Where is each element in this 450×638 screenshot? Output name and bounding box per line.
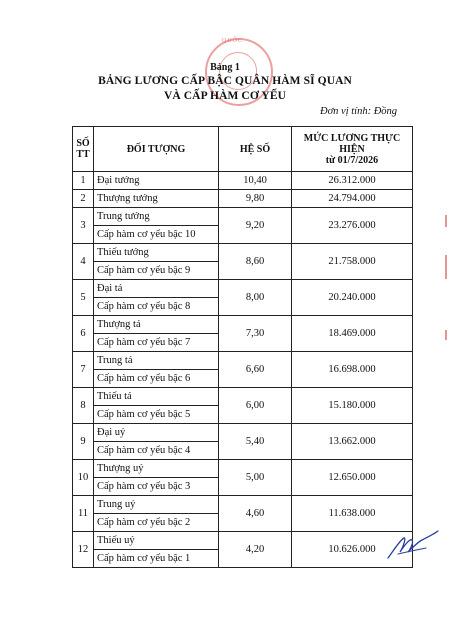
row-subject: Đại uý (94, 424, 219, 442)
row-subject: Thượng tướng (94, 190, 219, 208)
table-row (73, 280, 413, 298)
row-subject: Thiếu uý (94, 532, 219, 550)
row-number: 1 (73, 172, 94, 190)
row-subject: Cấp hàm cơ yếu bậc 8 (94, 298, 219, 316)
table-row (73, 172, 413, 190)
row-coefficient: 9,20 (219, 208, 292, 244)
row-coefficient: 6,00 (219, 388, 292, 424)
row-number: 11 (73, 496, 94, 532)
row-number: 10 (73, 460, 94, 496)
table-row (73, 496, 413, 514)
row-salary: 24.794.000 (292, 190, 413, 208)
row-subject: Thiếu tướng (94, 244, 219, 262)
seal-lettering: QUỐC (222, 38, 244, 44)
table-row (73, 532, 413, 550)
row-salary: 18.469.000 (292, 316, 413, 352)
row-number: 3 (73, 208, 94, 244)
row-subject: Trung uý (94, 496, 219, 514)
row-coefficient: 4,20 (219, 532, 292, 568)
row-subject: Đại tướng (94, 172, 219, 190)
row-coefficient: 8,00 (219, 280, 292, 316)
table-row (73, 316, 413, 334)
table-row (73, 388, 413, 406)
scan-artifact-mid (445, 255, 447, 279)
row-subject: Cấp hàm cơ yếu bậc 10 (94, 226, 219, 244)
row-subject: Thiếu tá (94, 388, 219, 406)
row-salary: 11.638.000 (292, 496, 413, 532)
row-number: 7 (73, 352, 94, 388)
table-label: Bảng 1 (210, 62, 240, 73)
header-subject: ĐỐI TƯỢNG (94, 127, 219, 172)
row-number: 6 (73, 316, 94, 352)
row-subject: Trung tướng (94, 208, 219, 226)
row-salary: 23.276.000 (292, 208, 413, 244)
row-subject: Cấp hàm cơ yếu bậc 1 (94, 550, 219, 568)
row-subject: Thượng tá (94, 316, 219, 334)
row-number: 4 (73, 244, 94, 280)
salary-table (72, 126, 413, 568)
row-subject: Cấp hàm cơ yếu bậc 7 (94, 334, 219, 352)
table-row (73, 244, 413, 262)
table-row (73, 352, 413, 370)
row-salary: 20.240.000 (292, 280, 413, 316)
table-row (73, 460, 413, 478)
scan-artifact-top (445, 215, 447, 227)
header-salary-line1: MỨC LƯƠNG THỰC HIỆN (303, 132, 401, 155)
table-row (73, 208, 413, 226)
row-number: 12 (73, 532, 94, 568)
row-subject: Cấp hàm cơ yếu bậc 9 (94, 262, 219, 280)
row-coefficient: 5,00 (219, 460, 292, 496)
row-number: 9 (73, 424, 94, 460)
row-salary: 13.662.000 (292, 424, 413, 460)
table-header-row (73, 127, 413, 172)
row-salary: 12.650.000 (292, 460, 413, 496)
row-coefficient: 7,30 (219, 316, 292, 352)
row-coefficient: 9,80 (219, 190, 292, 208)
row-coefficient: 4,60 (219, 496, 292, 532)
row-salary: 16.698.000 (292, 352, 413, 388)
row-number: 5 (73, 280, 94, 316)
row-salary: 26.312.000 (292, 172, 413, 190)
row-subject: Cấp hàm cơ yếu bậc 6 (94, 370, 219, 388)
row-subject: Thượng uý (94, 460, 219, 478)
header-salary (292, 127, 413, 172)
table-row (73, 190, 413, 208)
header-coef: HỆ SỐ (219, 127, 292, 172)
row-coefficient: 5,40 (219, 424, 292, 460)
header-salary-line2: từ 01/7/2026 (325, 154, 379, 166)
row-subject: Cấp hàm cơ yếu bậc 5 (94, 406, 219, 424)
row-subject: Trung tá (94, 352, 219, 370)
table-row (73, 424, 413, 442)
unit-note: Đơn vị tính: Đồng (320, 106, 398, 117)
row-coefficient: 8,60 (219, 244, 292, 280)
row-subject: Cấp hàm cơ yếu bậc 2 (94, 514, 219, 532)
row-number: 2 (73, 190, 94, 208)
row-subject: Đại tá (94, 280, 219, 298)
row-number: 8 (73, 388, 94, 424)
row-coefficient: 10,40 (219, 172, 292, 190)
row-salary: 21.758.000 (292, 244, 413, 280)
title-line-2: VÀ CẤP HÀM CƠ YẾU (163, 90, 287, 102)
handwritten-signature (384, 528, 440, 564)
row-subject: Cấp hàm cơ yếu bậc 4 (94, 442, 219, 460)
row-subject: Cấp hàm cơ yếu bậc 3 (94, 478, 219, 496)
row-salary: 15.180.000 (292, 388, 413, 424)
row-coefficient: 6,60 (219, 352, 292, 388)
title-line-1: BẢNG LƯƠNG CẤP BẬC QUÂN HÀM SĨ QUAN (98, 75, 352, 87)
header-stt: SỐ TT (73, 127, 94, 172)
row-salary: 10.626.000 (292, 532, 413, 568)
scan-artifact-low (445, 330, 447, 340)
